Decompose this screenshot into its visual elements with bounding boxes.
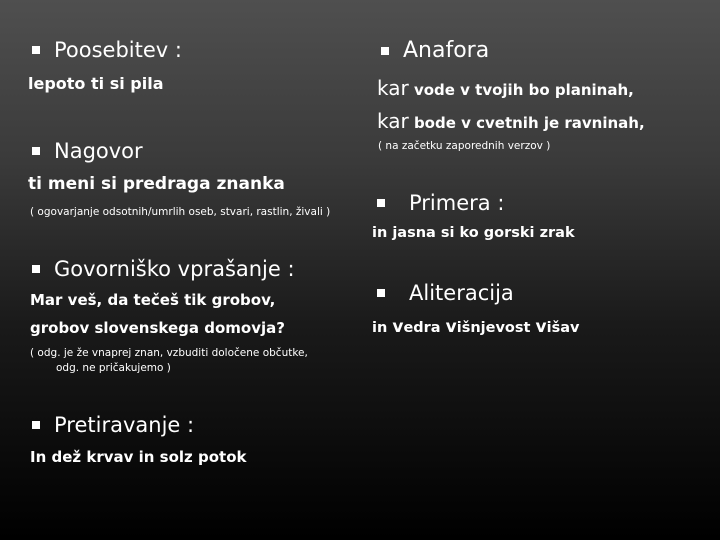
bullet-nagovor — [32, 139, 143, 163]
heading-nagovor: Nagovor — [54, 139, 143, 163]
heading-primera: Primera : — [409, 191, 505, 215]
govornisko-line-1: Mar veš, da tečeš tik grobov, — [30, 291, 276, 309]
square-bullet-icon — [32, 265, 40, 273]
example-poosebitev: lepoto ti si pila — [28, 74, 164, 93]
example-nagovor: ti meni si predraga znanka — [28, 174, 285, 194]
anafora-rest-2: bode v cvetnih je ravninah, — [408, 114, 645, 132]
note-nagovor: ( ogovarjanje odsotnih/umrlih oseb, stvari, rastlin, živali ) — [30, 206, 331, 218]
example-aliteracija — [372, 317, 579, 337]
example-pretiravanje: In dež krvav in solz potok — [30, 448, 247, 466]
anafora-line-2 — [377, 109, 645, 133]
aliteracija-part-b: edra — [403, 320, 446, 336]
bullet-aliteracija — [377, 281, 514, 305]
heading-govornisko: Govorniško vprašanje : — [54, 257, 295, 281]
aliteracija-part-d: išav — [546, 320, 580, 336]
anafora-line-1 — [377, 76, 634, 100]
square-bullet-icon — [381, 47, 389, 55]
anafora-word-2: kar — [377, 109, 409, 133]
heading-pretiravanje: Pretiravanje : — [54, 413, 195, 437]
bullet-poosebitev — [32, 38, 182, 62]
square-bullet-icon — [377, 199, 385, 207]
note-govornisko-1: ( odg. je že vnaprej znan, vzbuditi določene občutke, — [30, 347, 308, 359]
aliteracija-v-3: v — [535, 317, 547, 337]
aliteracija-v-1: v — [392, 317, 404, 337]
note-govornisko-2: odg. ne pričakujemo ) — [56, 362, 171, 374]
square-bullet-icon — [377, 289, 385, 297]
aliteracija-part-a: in — [372, 320, 393, 336]
heading-aliteracija: Aliteracija — [409, 281, 514, 305]
anafora-rest-1: vode v tvojih bo planinah, — [408, 81, 634, 99]
bullet-pretiravanje — [32, 413, 194, 437]
square-bullet-icon — [32, 46, 40, 54]
bullet-primera — [377, 191, 504, 215]
govornisko-line-2: grobov slovenskega domovja? — [30, 319, 285, 337]
note-anafora: ( na začetku zaporednih verzov ) — [378, 140, 551, 152]
heading-poosebitev: Poosebitev : — [54, 38, 182, 62]
bullet-govornisko — [32, 257, 295, 281]
bullet-anafora — [381, 38, 489, 63]
aliteracija-v-2: v — [445, 317, 457, 337]
anafora-word-1: kar — [377, 76, 409, 100]
heading-anafora: Anafora — [403, 38, 490, 63]
aliteracija-part-c: išnjevost — [456, 320, 536, 336]
square-bullet-icon — [32, 421, 40, 429]
square-bullet-icon — [32, 147, 40, 155]
example-primera: in jasna si ko gorski zrak — [372, 225, 575, 241]
